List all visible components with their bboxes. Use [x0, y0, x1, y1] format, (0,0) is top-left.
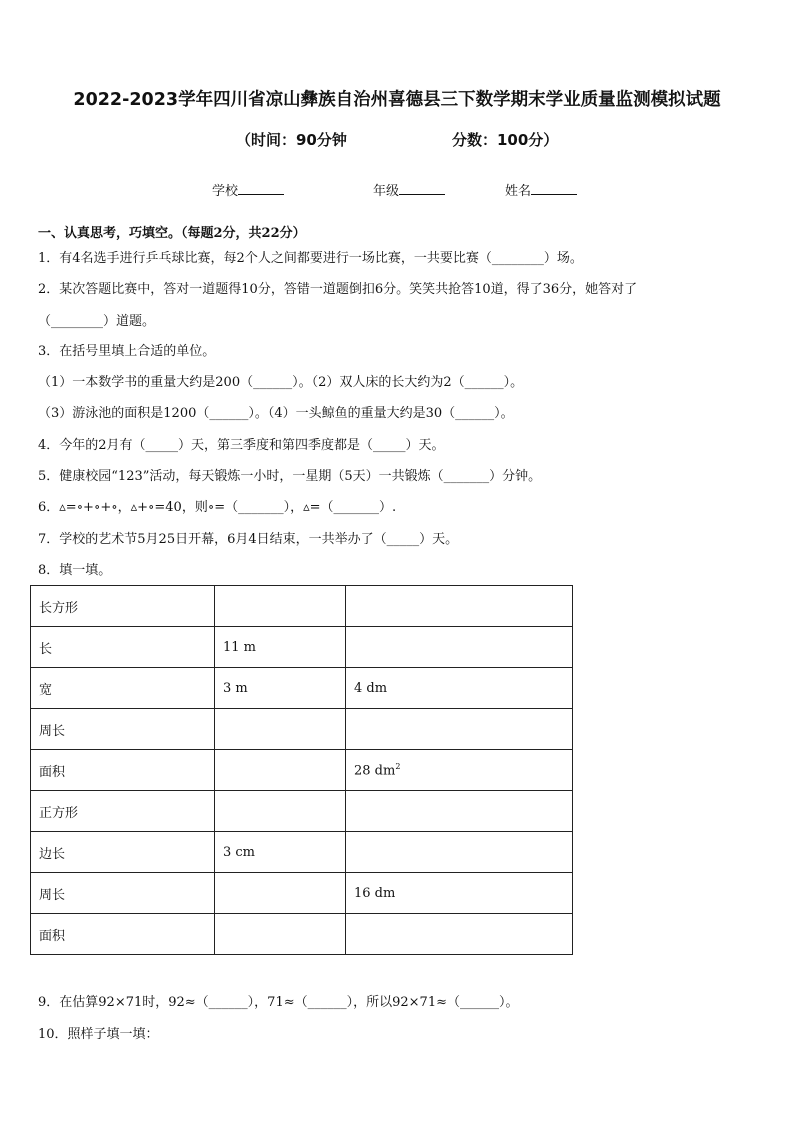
- table-cell: 周长: [31, 873, 215, 914]
- table-row: [31, 586, 573, 627]
- table-cell: 11 m: [215, 627, 346, 668]
- table-cell: [215, 586, 346, 627]
- name-field: [505, 180, 577, 199]
- question-6: 6．▵=∘+∘+∘，▵+∘=40，则∘=（_______），▵=（_______）.: [38, 500, 397, 515]
- table-cell: 面积: [31, 914, 215, 955]
- table-cell: 长方形: [31, 586, 215, 627]
- grade-blank: [399, 182, 445, 195]
- table-cell: 3 m: [215, 668, 346, 709]
- name-label: 姓名: [505, 184, 532, 199]
- table-row: [31, 750, 573, 791]
- table-cell: 边长: [31, 832, 215, 873]
- table-cell: 宽: [31, 668, 215, 709]
- grade-field: [373, 180, 445, 199]
- table-row: [31, 914, 573, 955]
- table-row: [31, 627, 573, 668]
- table-cell: 4 dm: [346, 668, 573, 709]
- question-10: 10．照样子填一填：: [38, 1027, 159, 1042]
- school-blank: [238, 182, 284, 195]
- table-cell: [215, 750, 346, 791]
- table-cell: 长: [31, 627, 215, 668]
- question-2-line2: （________）道题。: [38, 314, 156, 329]
- table-cell: 周长: [31, 709, 215, 750]
- school-label: 学校: [212, 184, 239, 199]
- table-cell: [215, 709, 346, 750]
- table-cell: [215, 914, 346, 955]
- table-cell: [346, 586, 573, 627]
- table-cell: [346, 791, 573, 832]
- table-row: [31, 873, 573, 914]
- exam-time: （时间：90分钟: [236, 131, 347, 149]
- table-row: [31, 832, 573, 873]
- superscript: 2: [395, 761, 401, 771]
- question-3-part-b: （3）游泳池的面积是1200（______）。（4）一头鲸鱼的重量大约是30（______）。: [38, 406, 514, 421]
- table-cell: [215, 791, 346, 832]
- name-blank: [531, 182, 577, 195]
- question-3: 3．在括号里填上合适的单位。: [38, 344, 216, 359]
- table-row: [31, 791, 573, 832]
- question-3-part-a: （1）一本数学书的重量大约是200（______）。（2）双人床的长大约为2（______）。: [38, 375, 524, 390]
- table-cell: [346, 914, 573, 955]
- school-field: [212, 180, 284, 199]
- question-2-line1: 2．某次答题比赛中，答对一道题得10分，答错一道题倒扣6分。笑笑共抢答10道，得了36分，她答对了: [38, 282, 638, 297]
- area-value: 28 dm: [354, 763, 396, 779]
- table-cell: 面积: [31, 750, 215, 791]
- section-heading: 一、认真思考，巧填空。（每题2分，共22分）: [38, 226, 306, 241]
- table-cell: [346, 627, 573, 668]
- table-row: [31, 709, 573, 750]
- table-cell: [346, 750, 573, 791]
- table-cell: 16 dm: [346, 873, 573, 914]
- shape-table: [30, 585, 573, 955]
- exam-title: 2022-2023学年四川省凉山彝族自治州喜德县三下数学期末学业质量监测模拟试题: [73, 90, 721, 110]
- table-cell: [346, 832, 573, 873]
- question-8: 8．填一填。: [38, 563, 112, 578]
- table-cell: 正方形: [31, 791, 215, 832]
- table-cell: [215, 873, 346, 914]
- question-4: 4．今年的2月有（_____）天，第三季度和第四季度都是（_____）天。: [38, 438, 445, 453]
- exam-score: 分数：100分）: [452, 131, 559, 149]
- question-5: 5．健康校园“123”活动，每天锻炼一小时，一星期（5天）一共锻炼（_______）分钟。: [38, 469, 542, 484]
- question-1: 1．有4名选手进行乒乓球比赛，每2个人之间都要进行一场比赛，一共要比赛（________）场。: [38, 251, 583, 266]
- table-cell: 3 cm: [215, 832, 346, 873]
- table-row: [31, 668, 573, 709]
- question-7: 7．学校的艺术节5月25日开幕，6月4日结束，一共举办了（_____）天。: [38, 532, 459, 547]
- grade-label: 年级: [373, 184, 400, 199]
- question-9: 9．在估算92×71时，92≈（______），71≈（______），所以92×71≈（______）。: [38, 995, 519, 1010]
- table-cell: [346, 709, 573, 750]
